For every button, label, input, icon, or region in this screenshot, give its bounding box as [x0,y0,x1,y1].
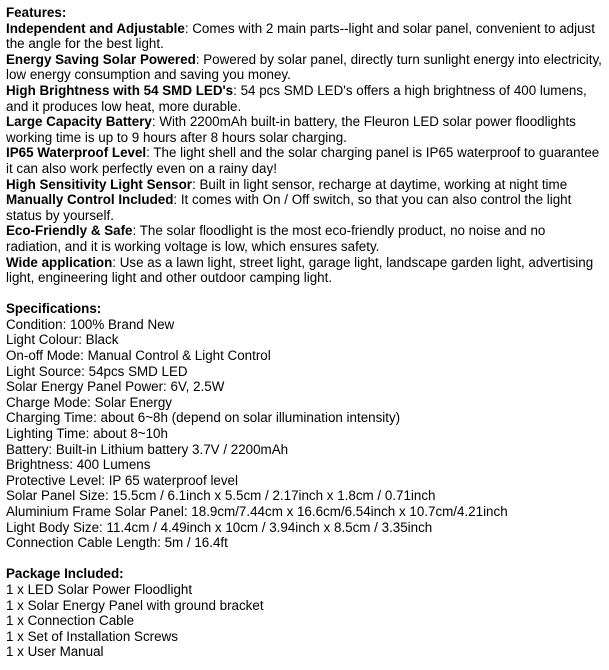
spec-line: Protective Level: IP 65 waterproof level [6,472,238,488]
spec-line: Solar Panel Size: 15.5cm / 6.1inch x 5.5cm / 2.17inch x 1.8cm / 0.71inch [6,488,436,504]
feature-lead: Eco-Friendly & Safe [6,223,133,239]
spec-line: Battery: Built-in Lithium battery 3.7V / 2200mAh [6,441,289,457]
feature-lead: High Brightness with 54 SMD LED's [6,82,234,98]
feature-text: : The light shell and the solar charging panel is IP65 waterproof to guarantee it can also work perfectly even on a rainy day! [6,145,600,176]
spec-line: Charging Time: about 6~8h (depend on solar illumination intensity) [6,410,401,426]
feature-text: : Built in light sensor, recharge at daytime, working at night time [192,176,568,192]
package-line: 1 x Connection Cable [6,613,135,629]
specifications-section [6,301,604,551]
package-line: 1 x LED Solar Power Floodlight [6,581,193,597]
spec-line: On-off Mode: Manual Control & Light Control [6,348,271,364]
spec-line: Condition: 100% Brand New [6,316,175,332]
spec-line: Aluminium Frame Solar Panel: 18.9cm/7.44cm x 16.6cm/6.54inch x 10.7cm/4.21inch [6,504,508,519]
specifications-title: Specifications: [6,301,102,317]
feature-text: : With 2200mAh built-in battery, the Fleuron LED solar power floodlights working time is up to 9 hours after 8 hours solar charging. [6,114,576,145]
feature-item [6,192,604,223]
feature-item [6,83,604,114]
feature-item [6,145,604,176]
feature-lead: Independent and Adjustable [6,20,185,36]
feature-lead: Manually Control Included [6,192,174,208]
feature-lead: Wide application [6,254,113,270]
feature-lead: High Sensitivity Light Sensor [6,176,193,192]
features-section [6,5,604,286]
package-section [6,566,604,660]
feature-text: : The solar floodlight is the most eco-friendly product, no noise and no radiation, and it is working voltage is low, which ensures safety. [6,223,546,254]
features-title: Features: [6,5,67,20]
feature-lead: Energy Saving Solar Powered [6,51,196,67]
spec-line: Connection Cable Length: 5m / 16.4ft [6,535,228,551]
feature-item [6,21,604,52]
spec-line: Light Colour: Black [6,332,119,348]
spec-line: Brightness: 400 Lumens [6,457,151,473]
feature-lead: Large Capacity Battery [6,114,152,130]
feature-item [6,177,604,193]
feature-text: : It comes with On / Off switch, so that you can also control the light status by yourself. [6,192,572,223]
feature-item [6,52,604,83]
spec-line: Lighting Time: about 8~10h [6,426,168,442]
package-line: 1 x User Manual [6,644,104,660]
spec-line: Light Source: 54pcs SMD LED [6,363,188,379]
feature-text: : Powered by solar panel, directly turn sunlight energy into electricity, low energy consumption and saving you money. [6,51,602,83]
spec-line: Solar Energy Panel Power: 6V, 2.5W [6,379,225,395]
feature-text: : Comes with 2 main parts--light and solar panel, convenient to adjust the angle for the best light. [6,20,595,52]
spec-line: Light Body Size: 11.4cm / 4.49inch x 10cm / 3.94inch x 8.5cm / 3.35inch [6,519,433,535]
spec-line: Charge Mode: Solar Energy [6,394,172,410]
feature-item [6,255,604,286]
package-line: 1 x Set of Installation Screws [6,628,178,644]
package-line: 1 x Solar Energy Panel with ground bracket [6,597,264,613]
feature-lead: IP65 Waterproof Level [6,145,147,161]
feature-text: : Use as a lawn light, street light, garage light, landscape garden light, advertising light, engineering light and other outdoor camping light. [6,254,594,286]
section-spacer [6,286,604,302]
package-title: Package Included: [6,566,124,582]
feature-item [6,223,604,254]
feature-item [6,114,604,145]
feature-text: : 54 pcs SMD LED's offers a high brightness of 400 lumens, and it produces low heat, more durable. [6,82,587,114]
section-spacer [6,551,604,567]
